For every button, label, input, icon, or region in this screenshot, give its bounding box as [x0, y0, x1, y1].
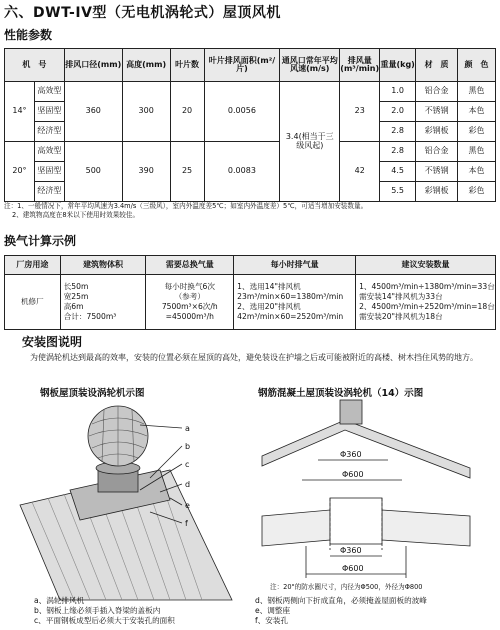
header-flow: 排风量(m³/min): [340, 49, 380, 82]
material-cell: 铝合金: [416, 82, 458, 102]
fig-right-title: 钢筋混凝土屋顶装设涡轮机（14）示图: [258, 388, 424, 399]
header-area: 叶片排风面积(m²/片): [204, 49, 280, 82]
model-14: 14°: [5, 82, 35, 142]
header-hourly: 每小时排气量: [234, 256, 356, 275]
volume-line: 长50m: [63, 282, 89, 291]
header-material: 材 质: [416, 49, 458, 82]
dim-label: Φ360: [340, 450, 362, 459]
volume-line: 合计：7500m³: [63, 312, 117, 321]
header-suggest: 建议安装数量: [356, 256, 496, 275]
hourly-line: 23m³/min×60=1380m³/min: [237, 292, 344, 301]
header-use: 厂房用途: [5, 256, 61, 275]
dim-label: Φ360: [340, 546, 362, 555]
diameter-cell: 360: [64, 82, 122, 142]
fig-right-note: 注：20"的防水圈尺寸，内径为Φ500，外径为Φ800: [270, 583, 423, 591]
label-c: c: [185, 460, 190, 469]
type-cell: 高效型: [34, 82, 64, 102]
suggest-line: 2、4500m³/min÷2520m³/min=18台: [359, 302, 495, 311]
note-1: 注：1、一般情况下，常年平均风速为3.4m/s（三级风），室内外温度差5℃；如室内外温度差）5℃，可适当增加安装数量。: [4, 202, 368, 210]
type-cell: 经济型: [34, 182, 64, 202]
header-volume: 建筑物体积: [60, 256, 146, 275]
hourly-line: 42m³/min×60=2520m³/min: [237, 312, 344, 321]
header-color: 颜 色: [458, 49, 496, 82]
total-line: 每小时换气6次: [164, 282, 215, 291]
suggest-line: 需安装20"排风机为18台: [359, 312, 443, 321]
total-line: （参考）: [174, 292, 205, 301]
type-cell: 高效型: [34, 142, 64, 162]
concrete-roof-drawing: [262, 400, 470, 578]
hourly-line: 2、选用20"排风机: [237, 302, 301, 311]
color-cell: 本色: [458, 162, 496, 182]
label-d: d: [185, 480, 191, 489]
total-line: 7500m³×6次/h: [161, 302, 218, 311]
diameter-cell: 500: [64, 142, 122, 202]
color-cell: 本色: [458, 102, 496, 122]
dim-label: Φ600: [342, 564, 364, 573]
type-cell: 经济型: [34, 122, 64, 142]
label-b: b: [185, 442, 191, 451]
header-diameter: 排风口径(mm): [64, 49, 122, 82]
material-cell: 不锈钢: [416, 102, 458, 122]
model-20: 20°: [5, 142, 35, 202]
suggest-line: 需安装14"排风机为33台: [359, 292, 443, 301]
volume-line: 高6m: [63, 302, 84, 311]
color-cell: 彩色: [458, 122, 496, 142]
area-cell: 0.0056: [204, 82, 280, 142]
type-cell: 坚固型: [34, 102, 64, 122]
steel-roof-drawing: [20, 406, 232, 600]
note-2: 2、建筑物高度在8米以下使用时效果较佳。: [12, 211, 140, 219]
label-f: f: [185, 519, 188, 528]
section-performance: 性能参数: [4, 28, 53, 42]
label-e: e: [185, 501, 190, 510]
use-cell: 机修厂: [5, 275, 61, 330]
suggest-line: 1、4500m³/min÷1380m³/min=33台: [359, 282, 495, 291]
fig-left-title: 钢板屋顶装设涡轮机示图: [40, 388, 145, 399]
height-cell: 390: [122, 142, 170, 202]
section-calc: 换气计算示例: [4, 234, 77, 248]
flow-cell: 23: [340, 82, 380, 142]
fig-left-legend: [34, 596, 175, 626]
area-cell: 0.0083: [204, 142, 280, 202]
fig-right-legend: [255, 596, 427, 626]
flow-cell: 42: [340, 142, 380, 202]
weight-cell: 2.0: [380, 102, 416, 122]
hourly-line: 1、选用14"排风机: [237, 282, 301, 291]
material-cell: 铝合金: [416, 142, 458, 162]
material-cell: 彩钢板: [416, 182, 458, 202]
weight-cell: 2.8: [380, 142, 416, 162]
section-install: 安装图说明: [22, 335, 83, 349]
material-cell: 彩钢板: [416, 122, 458, 142]
weight-cell: 2.8: [380, 122, 416, 142]
color-cell: 黑色: [458, 82, 496, 102]
wind-speed-cell: 3.4(相当于三级风起): [280, 82, 340, 202]
install-text: 为使涡轮机达到最高的效率，安装的位置必须在屋顶的高处，避免装设在护墙之后或可能被附近的高楼、树木挡住风势的地方。: [30, 353, 478, 362]
header-height: 高度(mm): [122, 49, 170, 82]
header-model: 机 号: [5, 49, 65, 82]
height-cell: 300: [122, 82, 170, 142]
dim-label: Φ600: [342, 470, 364, 479]
legend-b: b、钢板上缘必须手插入脊梁的盖板内: [34, 606, 161, 615]
total-line: =45000m³/h: [165, 312, 214, 321]
color-cell: 彩色: [458, 182, 496, 202]
legend-e: e、调整座: [255, 606, 291, 615]
header-total: 需要总换气量: [146, 256, 234, 275]
legend-d: d、钢板两侧向下折成直角，必须掩盖屋面板的波峰: [255, 596, 427, 605]
legend-c: c、平面钢板成型后必须大于安装孔的面积: [34, 616, 175, 625]
color-cell: 黑色: [458, 142, 496, 162]
page-title: 六、DWT-IV型（无电机涡轮式）屋顶风机: [4, 5, 281, 21]
legend-f: f、安装孔: [255, 616, 289, 625]
weight-cell: 5.5: [380, 182, 416, 202]
header-weight: 重量(kg): [380, 49, 416, 82]
volume-line: 宽25m: [63, 292, 89, 301]
weight-cell: 1.0: [380, 82, 416, 102]
label-a: a: [185, 424, 190, 433]
legend-a: a、涡轮排风机: [34, 596, 85, 605]
header-wind-speed: 通风口常年平均风速(m/s): [280, 49, 340, 82]
blades-cell: 20: [170, 82, 204, 142]
blades-cell: 25: [170, 142, 204, 202]
vent-stack: [340, 400, 362, 424]
header-blades: 叶片数: [170, 49, 204, 82]
weight-cell: 4.5: [380, 162, 416, 182]
material-cell: 不锈钢: [416, 162, 458, 182]
type-cell: 坚固型: [34, 162, 64, 182]
